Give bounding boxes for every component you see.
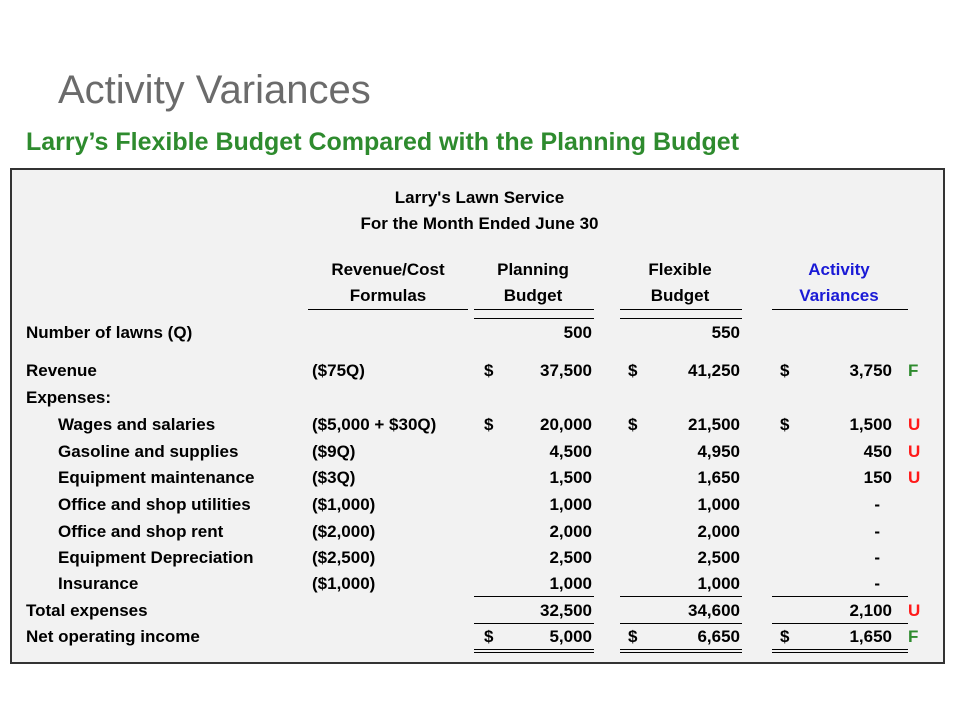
row-label: Number of lawns (Q) — [26, 323, 193, 342]
variance-dollar-sign: $ — [780, 415, 790, 434]
variance-flag: U — [908, 468, 921, 487]
planning-value: 2,500 — [549, 548, 592, 567]
flexible-value: 34,600 — [688, 601, 740, 620]
row-formula: ($1,000) — [312, 495, 376, 514]
planning-total-rule — [474, 596, 594, 597]
variance-header-line2: Variances — [799, 286, 879, 305]
variance-noi-top-rule — [772, 623, 908, 624]
planning-value: 37,500 — [540, 361, 592, 380]
planning-dollar-sign: $ — [484, 415, 494, 434]
variance-total-rule — [772, 596, 908, 597]
row-formula: ($75Q) — [312, 361, 365, 380]
flexible-noi-double-rule — [620, 649, 742, 653]
flexible-value: 1,650 — [697, 468, 740, 487]
variance-value: 2,100 — [849, 601, 892, 620]
flexible-lawns-rule — [620, 318, 742, 319]
variance-dollar-sign: $ — [780, 361, 790, 380]
flexible-value: 4,950 — [697, 442, 740, 461]
row-formula: ($9Q) — [312, 442, 356, 461]
flexible-value: 1,000 — [697, 574, 740, 593]
variance-flag: U — [908, 415, 921, 434]
variance-value: 450 — [863, 442, 892, 461]
row-formula: ($2,500) — [312, 548, 376, 567]
row-label: Gasoline and supplies — [58, 442, 239, 461]
variance-noi-double-rule — [772, 649, 908, 653]
planning-dollar-sign: $ — [484, 361, 494, 380]
flexible-value: 550 — [711, 323, 740, 342]
variance-value: 1,650 — [849, 627, 892, 646]
planning-noi-top-rule — [474, 623, 594, 624]
planning-header-line2: Budget — [503, 286, 563, 305]
row-label: Wages and salaries — [58, 415, 216, 434]
company-name: Larry's Lawn Service — [394, 188, 565, 207]
planning-value: 20,000 — [540, 415, 592, 434]
variance-flag: U — [908, 601, 921, 620]
row-formula: ($1,000) — [312, 574, 376, 593]
planning-value: 1,500 — [549, 468, 592, 487]
row-label: Insurance — [58, 574, 139, 593]
planning-noi-double-rule — [474, 649, 594, 653]
flexible-value: 2,000 — [697, 522, 740, 541]
row-label: Revenue — [26, 361, 97, 380]
flexible-value: 2,500 — [697, 548, 740, 567]
report-panel — [10, 168, 945, 664]
row-label: Total expenses — [26, 601, 148, 620]
variance-dollar-sign: $ — [780, 627, 790, 646]
planning-value: 5,000 — [549, 627, 592, 646]
flexible-header-line1: Flexible — [648, 260, 712, 279]
flexible-noi-top-rule — [620, 623, 742, 624]
row-formula: ($3Q) — [312, 468, 356, 487]
row-label: Expenses: — [26, 388, 112, 407]
variance-value: - — [874, 548, 880, 567]
variance-value: - — [874, 495, 880, 514]
variance-header-rule — [772, 309, 908, 310]
variance-flag: F — [908, 627, 919, 646]
row-label: Net operating income — [26, 627, 200, 646]
flexible-dollar-sign: $ — [628, 627, 638, 646]
planning-value: 4,500 — [549, 442, 592, 461]
planning-value: 2,000 — [549, 522, 592, 541]
row-label: Equipment maintenance — [58, 468, 255, 487]
flexible-value: 6,650 — [697, 627, 740, 646]
planning-value: 500 — [563, 323, 592, 342]
variance-value: - — [874, 522, 880, 541]
planning-header-rule — [474, 309, 594, 310]
flexible-header-rule — [620, 309, 742, 310]
formulas-header-line2: Formulas — [349, 286, 427, 305]
variance-header-line1: Activity — [808, 260, 870, 279]
formulas-header-rule — [308, 309, 468, 310]
flexible-total-rule — [620, 596, 742, 597]
row-label: Office and shop utilities — [58, 495, 251, 514]
flexible-header-line2: Budget — [650, 286, 710, 305]
planning-lawns-rule — [474, 318, 594, 319]
variance-value: 1,500 — [849, 415, 892, 434]
row-label: Office and shop rent — [58, 522, 224, 541]
variance-value: 150 — [863, 468, 892, 487]
row-formula: ($2,000) — [312, 522, 376, 541]
planning-value: 1,000 — [549, 495, 592, 514]
variance-value: 3,750 — [849, 361, 892, 380]
variance-value: - — [874, 574, 880, 593]
row-label: Equipment Depreciation — [58, 548, 254, 567]
variance-flag: F — [908, 361, 919, 380]
slide-title: Activity Variances — [58, 68, 371, 112]
flexible-value: 1,000 — [697, 495, 740, 514]
planning-header-line1: Planning — [497, 260, 569, 279]
planning-value: 1,000 — [549, 574, 592, 593]
variance-flag: U — [908, 442, 921, 461]
flexible-value: 41,250 — [688, 361, 740, 380]
row-formula: ($5,000 + $30Q) — [312, 415, 437, 434]
formulas-header-line1: Revenue/Cost — [331, 260, 445, 279]
flexible-dollar-sign: $ — [628, 361, 638, 380]
planning-dollar-sign: $ — [484, 627, 494, 646]
planning-value: 32,500 — [540, 601, 592, 620]
report-period: For the Month Ended June 30 — [360, 214, 599, 233]
slide-subtitle: Larry’s Flexible Budget Compared with the Planning Budget — [26, 128, 740, 156]
flexible-dollar-sign: $ — [628, 415, 638, 434]
flexible-value: 21,500 — [688, 415, 740, 434]
